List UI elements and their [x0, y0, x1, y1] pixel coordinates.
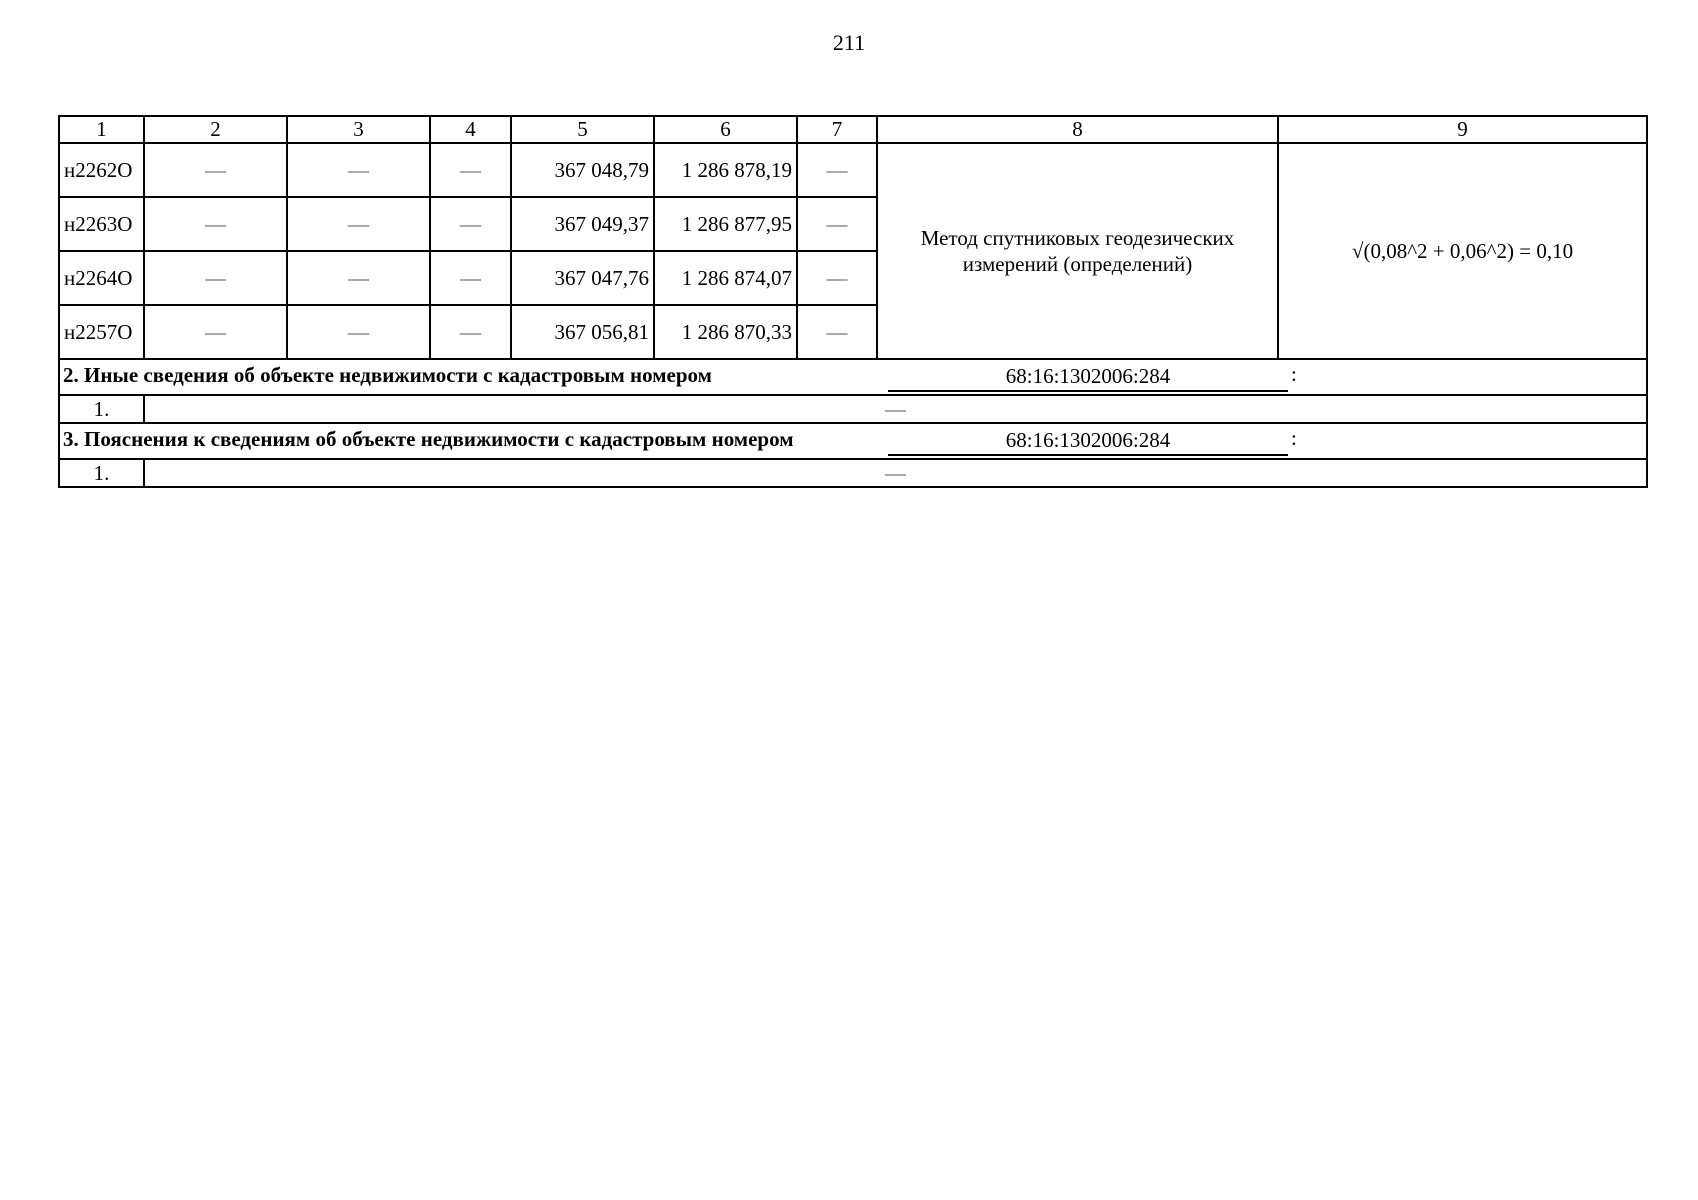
- y-coordinate: 1 286 877,95: [654, 197, 797, 251]
- measurement-method: Метод спутниковых геодезических измерений (определений): [877, 143, 1278, 359]
- x-coordinate: 367 047,76: [511, 251, 654, 305]
- column-header: 5: [511, 116, 654, 143]
- section-title: 3. Пояснения к сведениям об объекте недвижимости с кадастровым номером: [63, 427, 794, 451]
- coordinates-table: [58, 115, 1648, 488]
- point-name: н2263О: [59, 197, 144, 251]
- item-index: 1.: [59, 459, 144, 487]
- point-name: н2257О: [59, 305, 144, 359]
- page-number: 211: [832, 30, 866, 55]
- table-header-row: [59, 116, 1647, 143]
- empty-value: —: [797, 143, 877, 197]
- empty-value: —: [797, 251, 877, 305]
- x-coordinate: 367 049,37: [511, 197, 654, 251]
- empty-value: —: [144, 197, 287, 251]
- empty-value: —: [287, 197, 430, 251]
- x-coordinate: 367 056,81: [511, 305, 654, 359]
- x-coordinate: 367 048,79: [511, 143, 654, 197]
- table-row: [59, 143, 1647, 197]
- y-coordinate: 1 286 874,07: [654, 251, 797, 305]
- empty-value: —: [144, 305, 287, 359]
- empty-value: —: [430, 305, 511, 359]
- list-item: [59, 395, 1647, 423]
- column-header: 8: [877, 116, 1278, 143]
- section-title: 2. Иные сведения об объекте недвижимости с кадастровым номером: [63, 363, 712, 387]
- y-coordinate: 1 286 878,19: [654, 143, 797, 197]
- item-value: —: [144, 395, 1647, 423]
- column-header: 2: [144, 116, 287, 143]
- empty-value: —: [287, 305, 430, 359]
- section-2-header: [59, 359, 1647, 395]
- empty-value: —: [144, 251, 287, 305]
- column-header: 1: [59, 116, 144, 143]
- empty-value: —: [430, 143, 511, 197]
- column-header: 3: [287, 116, 430, 143]
- column-header: 4: [430, 116, 511, 143]
- section-colon: :: [1291, 426, 1297, 450]
- cadastral-number: 68:16:1302006:284: [888, 428, 1288, 456]
- empty-value: —: [797, 197, 877, 251]
- point-name: н2262О: [59, 143, 144, 197]
- empty-value: —: [287, 143, 430, 197]
- empty-value: —: [797, 305, 877, 359]
- column-header: 9: [1278, 116, 1647, 143]
- list-item: [59, 459, 1647, 487]
- empty-value: —: [287, 251, 430, 305]
- section-colon: :: [1291, 362, 1297, 386]
- item-value: —: [144, 459, 1647, 487]
- cadastral-number: 68:16:1302006:284: [888, 364, 1288, 392]
- accuracy-formula: √(0,08^2 + 0,06^2) = 0,10: [1278, 143, 1647, 359]
- column-header: 7: [797, 116, 877, 143]
- empty-value: —: [144, 143, 287, 197]
- empty-value: —: [430, 197, 511, 251]
- section-3-header: [59, 423, 1647, 459]
- column-header: 6: [654, 116, 797, 143]
- y-coordinate: 1 286 870,33: [654, 305, 797, 359]
- empty-value: —: [430, 251, 511, 305]
- item-index: 1.: [59, 395, 144, 423]
- point-name: н2264О: [59, 251, 144, 305]
